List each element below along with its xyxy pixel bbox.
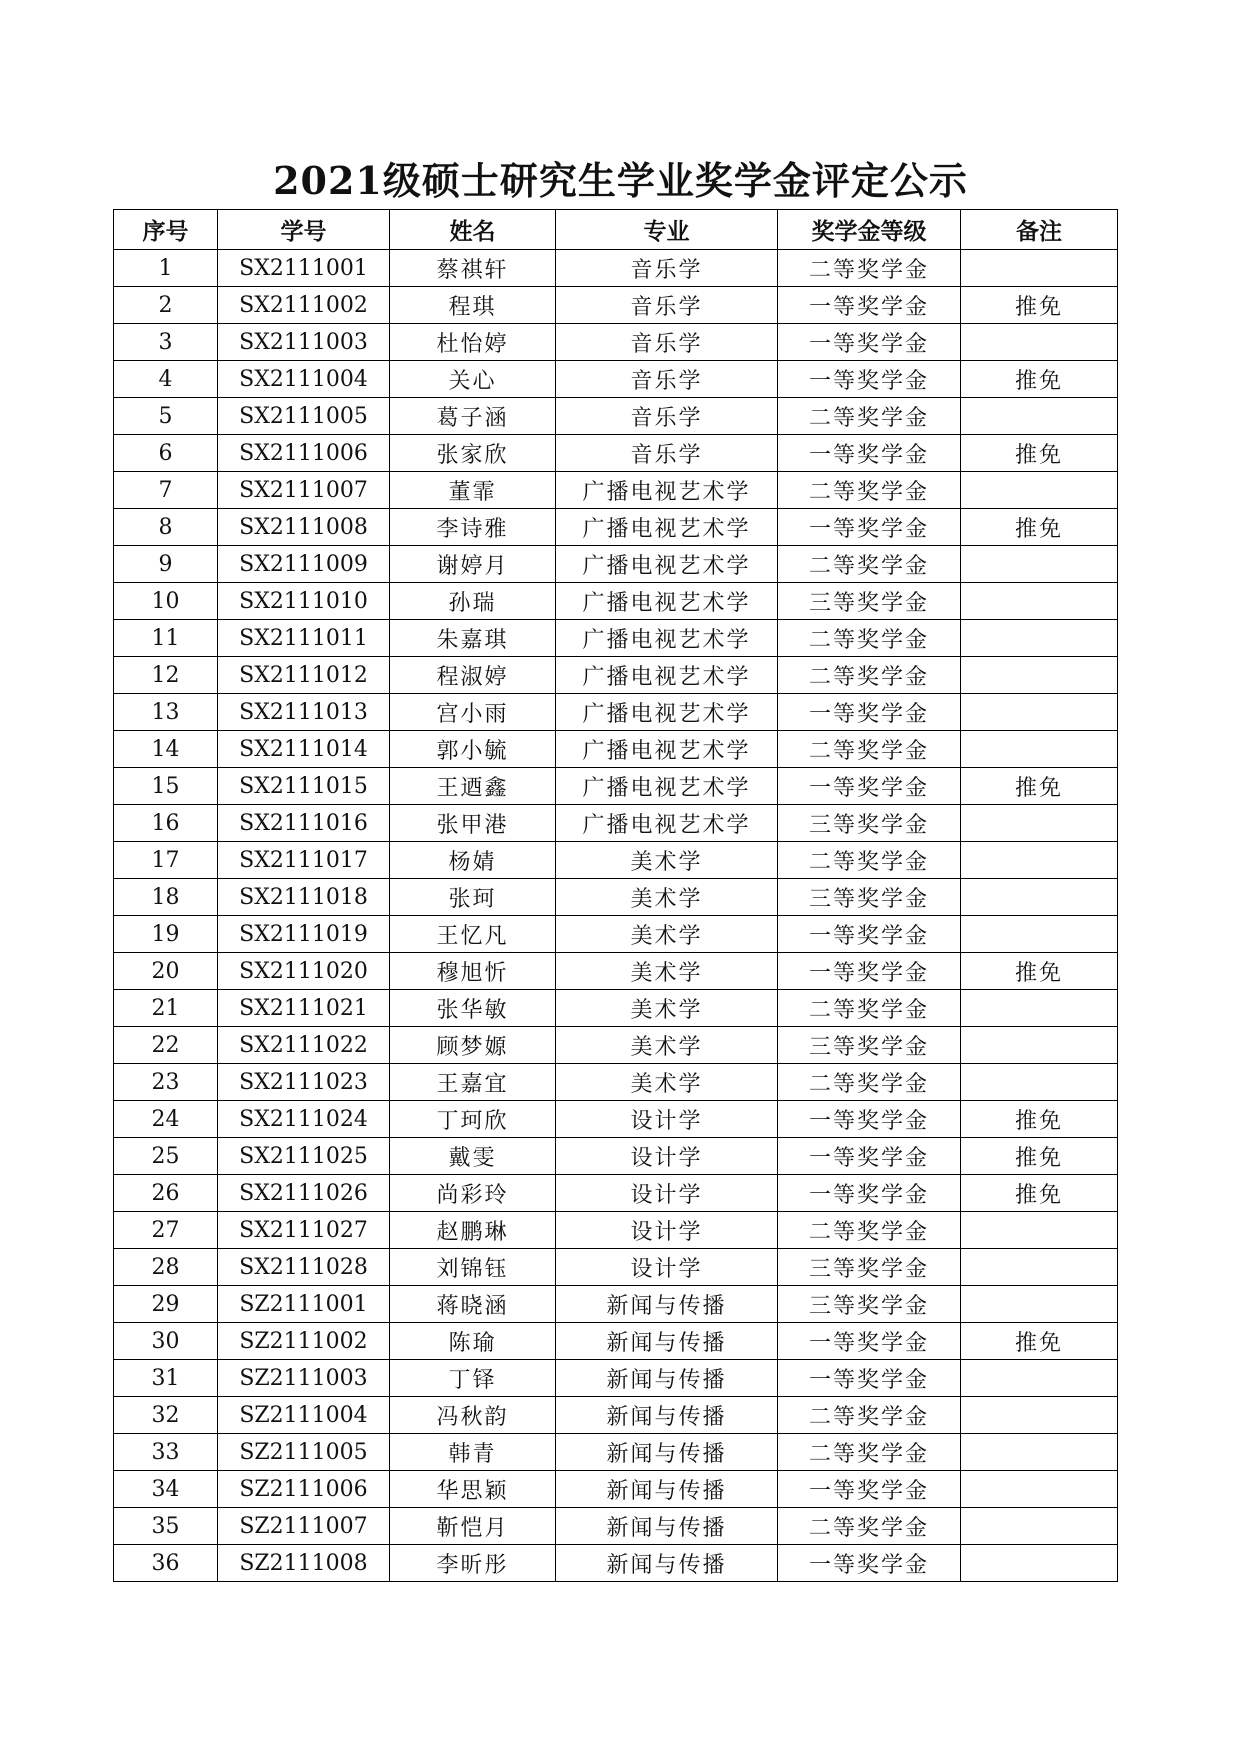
- cell-scholarship-level: 二等奖学金: [778, 472, 961, 509]
- cell-major: 新闻与传播: [556, 1545, 778, 1582]
- cell-student-id: SZ2111007: [218, 1508, 390, 1545]
- table-row: [114, 768, 1118, 805]
- header-seq: 序号: [114, 210, 218, 250]
- cell-major: 设计学: [556, 1101, 778, 1138]
- cell-major: 音乐学: [556, 398, 778, 435]
- cell-seq: 6: [114, 435, 218, 472]
- cell-student-id: SX2111001: [218, 250, 390, 287]
- cell-remarks: 推免: [961, 1101, 1118, 1138]
- cell-student-id: SX2111016: [218, 805, 390, 842]
- cell-name: 宫小雨: [390, 694, 556, 731]
- cell-major: 设计学: [556, 1249, 778, 1286]
- cell-student-id: SZ2111006: [218, 1471, 390, 1508]
- cell-major: 广播电视艺术学: [556, 509, 778, 546]
- table-row: [114, 1027, 1118, 1064]
- cell-name: 华思颖: [390, 1471, 556, 1508]
- table-row: [114, 398, 1118, 435]
- header-student-id: 学号: [218, 210, 390, 250]
- cell-student-id: SX2111015: [218, 768, 390, 805]
- cell-seq: 13: [114, 694, 218, 731]
- cell-remarks: [961, 583, 1118, 620]
- cell-student-id: SX2111018: [218, 879, 390, 916]
- cell-scholarship-level: 一等奖学金: [778, 1323, 961, 1360]
- cell-seq: 23: [114, 1064, 218, 1101]
- header-remarks: 备注: [961, 210, 1118, 250]
- cell-major: 音乐学: [556, 324, 778, 361]
- cell-scholarship-level: 一等奖学金: [778, 953, 961, 990]
- cell-student-id: SX2111027: [218, 1212, 390, 1249]
- cell-major: 美术学: [556, 916, 778, 953]
- cell-major: 设计学: [556, 1175, 778, 1212]
- cell-scholarship-level: 二等奖学金: [778, 1508, 961, 1545]
- table-body: [114, 250, 1118, 1582]
- cell-scholarship-level: 一等奖学金: [778, 694, 961, 731]
- cell-student-id: SZ2111001: [218, 1286, 390, 1323]
- cell-student-id: SX2111007: [218, 472, 390, 509]
- cell-student-id: SX2111006: [218, 435, 390, 472]
- table-row: [114, 879, 1118, 916]
- cell-student-id: SX2111021: [218, 990, 390, 1027]
- cell-student-id: SZ2111004: [218, 1397, 390, 1434]
- cell-scholarship-level: 二等奖学金: [778, 398, 961, 435]
- table-row: [114, 1397, 1118, 1434]
- cell-remarks: [961, 1027, 1118, 1064]
- cell-name: 郭小毓: [390, 731, 556, 768]
- cell-remarks: 推免: [961, 509, 1118, 546]
- cell-scholarship-level: 二等奖学金: [778, 1064, 961, 1101]
- cell-seq: 35: [114, 1508, 218, 1545]
- cell-scholarship-level: 一等奖学金: [778, 287, 961, 324]
- cell-remarks: [961, 1471, 1118, 1508]
- cell-scholarship-level: 一等奖学金: [778, 1471, 961, 1508]
- table-row: [114, 1360, 1118, 1397]
- cell-major: 新闻与传播: [556, 1286, 778, 1323]
- cell-seq: 20: [114, 953, 218, 990]
- cell-seq: 14: [114, 731, 218, 768]
- cell-scholarship-level: 一等奖学金: [778, 1101, 961, 1138]
- cell-name: 张甲港: [390, 805, 556, 842]
- cell-scholarship-level: 三等奖学金: [778, 1249, 961, 1286]
- cell-remarks: [961, 1508, 1118, 1545]
- table-row: [114, 1508, 1118, 1545]
- cell-seq: 1: [114, 250, 218, 287]
- cell-name: 王忆凡: [390, 916, 556, 953]
- cell-remarks: [961, 805, 1118, 842]
- cell-major: 广播电视艺术学: [556, 583, 778, 620]
- table-row: [114, 1101, 1118, 1138]
- cell-remarks: [961, 1249, 1118, 1286]
- cell-remarks: [961, 398, 1118, 435]
- cell-student-id: SX2111002: [218, 287, 390, 324]
- cell-name: 张华敏: [390, 990, 556, 1027]
- table-row: [114, 916, 1118, 953]
- cell-seq: 30: [114, 1323, 218, 1360]
- cell-name: 王迺鑫: [390, 768, 556, 805]
- header-name: 姓名: [390, 210, 556, 250]
- cell-name: 谢婷月: [390, 546, 556, 583]
- cell-name: 穆旭忻: [390, 953, 556, 990]
- cell-seq: 8: [114, 509, 218, 546]
- cell-remarks: [961, 842, 1118, 879]
- cell-remarks: [961, 1212, 1118, 1249]
- cell-remarks: [961, 1545, 1118, 1582]
- cell-seq: 24: [114, 1101, 218, 1138]
- cell-major: 广播电视艺术学: [556, 620, 778, 657]
- cell-major: 广播电视艺术学: [556, 694, 778, 731]
- cell-name: 张家欣: [390, 435, 556, 472]
- header-scholarship-level: 奖学金等级: [778, 210, 961, 250]
- cell-name: 董霏: [390, 472, 556, 509]
- cell-student-id: SZ2111002: [218, 1323, 390, 1360]
- table-row: [114, 1249, 1118, 1286]
- cell-seq: 26: [114, 1175, 218, 1212]
- cell-seq: 27: [114, 1212, 218, 1249]
- cell-major: 设计学: [556, 1212, 778, 1249]
- cell-student-id: SX2111011: [218, 620, 390, 657]
- cell-student-id: SX2111024: [218, 1101, 390, 1138]
- table-header-row: [114, 210, 1118, 250]
- cell-scholarship-level: 三等奖学金: [778, 583, 961, 620]
- cell-student-id: SX2111014: [218, 731, 390, 768]
- cell-scholarship-level: 一等奖学金: [778, 435, 961, 472]
- cell-name: 蔡祺轩: [390, 250, 556, 287]
- cell-name: 李昕彤: [390, 1545, 556, 1582]
- table-row: [114, 731, 1118, 768]
- cell-scholarship-level: 二等奖学金: [778, 1397, 961, 1434]
- cell-remarks: [961, 1434, 1118, 1471]
- cell-student-id: SX2111003: [218, 324, 390, 361]
- cell-name: 刘锦钰: [390, 1249, 556, 1286]
- cell-name: 顾梦嫄: [390, 1027, 556, 1064]
- cell-name: 靳恺月: [390, 1508, 556, 1545]
- page-title: 2021级硕士研究生学业奖学金评定公示: [273, 158, 968, 203]
- cell-scholarship-level: 二等奖学金: [778, 1212, 961, 1249]
- cell-seq: 34: [114, 1471, 218, 1508]
- cell-name: 韩青: [390, 1434, 556, 1471]
- table-row: [114, 805, 1118, 842]
- table-row: [114, 1212, 1118, 1249]
- cell-seq: 15: [114, 768, 218, 805]
- cell-seq: 19: [114, 916, 218, 953]
- cell-student-id: SZ2111008: [218, 1545, 390, 1582]
- cell-remarks: 推免: [961, 1323, 1118, 1360]
- cell-remarks: [961, 916, 1118, 953]
- cell-seq: 10: [114, 583, 218, 620]
- table-row: [114, 361, 1118, 398]
- cell-major: 广播电视艺术学: [556, 472, 778, 509]
- cell-name: 张珂: [390, 879, 556, 916]
- cell-seq: 25: [114, 1138, 218, 1175]
- cell-major: 新闻与传播: [556, 1434, 778, 1471]
- cell-name: 杨婧: [390, 842, 556, 879]
- cell-student-id: SX2111028: [218, 1249, 390, 1286]
- cell-name: 丁铎: [390, 1360, 556, 1397]
- cell-scholarship-level: 二等奖学金: [778, 657, 961, 694]
- cell-seq: 12: [114, 657, 218, 694]
- cell-scholarship-level: 三等奖学金: [778, 879, 961, 916]
- cell-student-id: SX2111004: [218, 361, 390, 398]
- cell-student-id: SX2111013: [218, 694, 390, 731]
- cell-name: 赵鹏琳: [390, 1212, 556, 1249]
- cell-major: 新闻与传播: [556, 1397, 778, 1434]
- cell-scholarship-level: 一等奖学金: [778, 768, 961, 805]
- cell-scholarship-level: 二等奖学金: [778, 990, 961, 1027]
- table-row: [114, 509, 1118, 546]
- cell-major: 新闻与传播: [556, 1508, 778, 1545]
- table-row: [114, 287, 1118, 324]
- table-row: [114, 953, 1118, 990]
- cell-seq: 28: [114, 1249, 218, 1286]
- cell-student-id: SZ2111003: [218, 1360, 390, 1397]
- cell-scholarship-level: 一等奖学金: [778, 361, 961, 398]
- cell-remarks: [961, 1397, 1118, 1434]
- table-row: [114, 472, 1118, 509]
- cell-major: 美术学: [556, 953, 778, 990]
- cell-scholarship-level: 二等奖学金: [778, 731, 961, 768]
- table-row: [114, 1545, 1118, 1582]
- table-row: [114, 1323, 1118, 1360]
- cell-remarks: [961, 1064, 1118, 1101]
- cell-scholarship-level: 二等奖学金: [778, 250, 961, 287]
- cell-major: 广播电视艺术学: [556, 731, 778, 768]
- cell-major: 美术学: [556, 990, 778, 1027]
- cell-scholarship-level: 三等奖学金: [778, 1027, 961, 1064]
- cell-student-id: SX2111009: [218, 546, 390, 583]
- table-row: [114, 694, 1118, 731]
- cell-major: 广播电视艺术学: [556, 546, 778, 583]
- scholarship-table: [113, 209, 1118, 1582]
- table-row: [114, 1434, 1118, 1471]
- cell-name: 关心: [390, 361, 556, 398]
- cell-seq: 36: [114, 1545, 218, 1582]
- cell-seq: 7: [114, 472, 218, 509]
- cell-remarks: [961, 472, 1118, 509]
- cell-student-id: SX2111020: [218, 953, 390, 990]
- table-row: [114, 324, 1118, 361]
- cell-remarks: [961, 657, 1118, 694]
- cell-major: 新闻与传播: [556, 1323, 778, 1360]
- cell-major: 音乐学: [556, 435, 778, 472]
- cell-seq: 2: [114, 287, 218, 324]
- cell-scholarship-level: 一等奖学金: [778, 1360, 961, 1397]
- cell-major: 美术学: [556, 842, 778, 879]
- cell-remarks: [961, 1360, 1118, 1397]
- cell-major: 美术学: [556, 1027, 778, 1064]
- cell-scholarship-level: 一等奖学金: [778, 324, 961, 361]
- cell-student-id: SZ2111005: [218, 1434, 390, 1471]
- cell-remarks: [961, 731, 1118, 768]
- cell-student-id: SX2111012: [218, 657, 390, 694]
- cell-scholarship-level: 三等奖学金: [778, 805, 961, 842]
- cell-name: 李诗雅: [390, 509, 556, 546]
- table-row: [114, 1064, 1118, 1101]
- table-row: [114, 250, 1118, 287]
- cell-remarks: [961, 990, 1118, 1027]
- table-row: [114, 1138, 1118, 1175]
- cell-scholarship-level: 二等奖学金: [778, 1434, 961, 1471]
- cell-remarks: 推免: [961, 768, 1118, 805]
- cell-seq: 4: [114, 361, 218, 398]
- table-row: [114, 1286, 1118, 1323]
- cell-remarks: 推免: [961, 1138, 1118, 1175]
- cell-student-id: SX2111025: [218, 1138, 390, 1175]
- cell-seq: 33: [114, 1434, 218, 1471]
- cell-major: 音乐学: [556, 287, 778, 324]
- cell-name: 陈瑜: [390, 1323, 556, 1360]
- cell-scholarship-level: 一等奖学金: [778, 1545, 961, 1582]
- cell-remarks: 推免: [961, 435, 1118, 472]
- cell-remarks: [961, 324, 1118, 361]
- cell-student-id: SX2111010: [218, 583, 390, 620]
- cell-scholarship-level: 二等奖学金: [778, 546, 961, 583]
- cell-name: 程淑婷: [390, 657, 556, 694]
- table-row: [114, 1471, 1118, 1508]
- cell-student-id: SX2111005: [218, 398, 390, 435]
- table-row: [114, 435, 1118, 472]
- cell-student-id: SX2111022: [218, 1027, 390, 1064]
- table-row: [114, 990, 1118, 1027]
- cell-name: 戴雯: [390, 1138, 556, 1175]
- cell-major: 广播电视艺术学: [556, 805, 778, 842]
- cell-seq: 22: [114, 1027, 218, 1064]
- cell-seq: 17: [114, 842, 218, 879]
- cell-remarks: 推免: [961, 287, 1118, 324]
- cell-remarks: [961, 250, 1118, 287]
- cell-name: 蒋晓涵: [390, 1286, 556, 1323]
- cell-remarks: 推免: [961, 953, 1118, 990]
- cell-remarks: [961, 879, 1118, 916]
- table-row: [114, 842, 1118, 879]
- table-row: [114, 546, 1118, 583]
- cell-major: 广播电视艺术学: [556, 768, 778, 805]
- cell-student-id: SX2111026: [218, 1175, 390, 1212]
- cell-seq: 32: [114, 1397, 218, 1434]
- cell-student-id: SX2111019: [218, 916, 390, 953]
- cell-name: 丁珂欣: [390, 1101, 556, 1138]
- cell-student-id: SX2111023: [218, 1064, 390, 1101]
- cell-seq: 3: [114, 324, 218, 361]
- cell-name: 朱嘉琪: [390, 620, 556, 657]
- cell-scholarship-level: 二等奖学金: [778, 620, 961, 657]
- cell-major: 设计学: [556, 1138, 778, 1175]
- cell-major: 美术学: [556, 1064, 778, 1101]
- cell-seq: 5: [114, 398, 218, 435]
- cell-remarks: [961, 620, 1118, 657]
- cell-major: 音乐学: [556, 250, 778, 287]
- cell-major: 广播电视艺术学: [556, 657, 778, 694]
- cell-major: 新闻与传播: [556, 1360, 778, 1397]
- cell-name: 冯秋韵: [390, 1397, 556, 1434]
- table-row: [114, 657, 1118, 694]
- cell-seq: 11: [114, 620, 218, 657]
- cell-seq: 16: [114, 805, 218, 842]
- cell-name: 孙瑞: [390, 583, 556, 620]
- cell-major: 新闻与传播: [556, 1471, 778, 1508]
- cell-remarks: 推免: [961, 1175, 1118, 1212]
- cell-name: 程琪: [390, 287, 556, 324]
- cell-student-id: SX2111008: [218, 509, 390, 546]
- cell-remarks: 推免: [961, 361, 1118, 398]
- cell-major: 音乐学: [556, 361, 778, 398]
- cell-seq: 29: [114, 1286, 218, 1323]
- cell-name: 尚彩玲: [390, 1175, 556, 1212]
- table-row: [114, 583, 1118, 620]
- cell-name: 王嘉宜: [390, 1064, 556, 1101]
- cell-name: 杜怡婷: [390, 324, 556, 361]
- header-major: 专业: [556, 210, 778, 250]
- cell-scholarship-level: 一等奖学金: [778, 1138, 961, 1175]
- table-row: [114, 620, 1118, 657]
- cell-remarks: [961, 1286, 1118, 1323]
- cell-name: 葛子涵: [390, 398, 556, 435]
- cell-seq: 18: [114, 879, 218, 916]
- cell-seq: 21: [114, 990, 218, 1027]
- cell-scholarship-level: 一等奖学金: [778, 916, 961, 953]
- cell-scholarship-level: 一等奖学金: [778, 509, 961, 546]
- cell-scholarship-level: 三等奖学金: [778, 1286, 961, 1323]
- cell-student-id: SX2111017: [218, 842, 390, 879]
- cell-remarks: [961, 694, 1118, 731]
- cell-scholarship-level: 二等奖学金: [778, 842, 961, 879]
- cell-major: 美术学: [556, 879, 778, 916]
- table-row: [114, 1175, 1118, 1212]
- cell-seq: 31: [114, 1360, 218, 1397]
- cell-seq: 9: [114, 546, 218, 583]
- cell-remarks: [961, 546, 1118, 583]
- cell-scholarship-level: 一等奖学金: [778, 1175, 961, 1212]
